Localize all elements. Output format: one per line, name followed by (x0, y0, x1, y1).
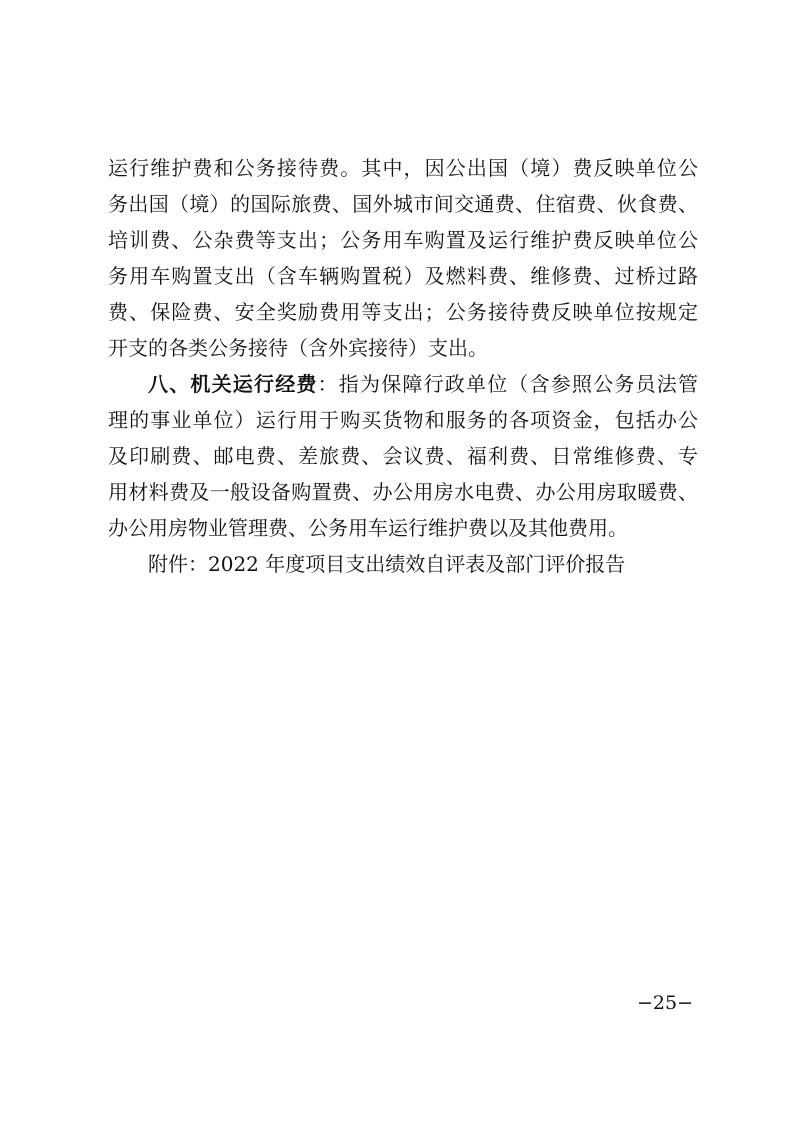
definition-term: 八、机关运行经费 (148, 372, 318, 396)
paragraph-line: 开支的各类公务接待（含外宾接待）支出。 (108, 336, 488, 360)
page-number: −25− (636, 992, 693, 1014)
paragraph-line: 费、保险费、安全奖励费用等支出；公务接待费反映单位按规定 (108, 300, 698, 324)
attachment-line: 附件：2022 年度项目支出绩效自评表及部门评价报告 (148, 552, 626, 576)
paragraph-line: 理的事业单位）运行用于购买货物和服务的各项资金，包括办公 (108, 408, 698, 432)
paragraph-line: 务用车购置支出（含车辆购置税）及燃料费、维修费、过桥过路 (108, 264, 698, 288)
paragraph-line: 办公用房物业管理费、公务用车运行维护费以及其他费用。 (108, 516, 628, 540)
paragraph-line: 运行维护费和公务接待费。其中，因公出国（境）费反映单位公 (108, 156, 698, 180)
body-text (108, 150, 698, 582)
paragraph-line: 及印刷费、邮电费、差旅费、会议费、福利费、日常维修费、专 (108, 444, 698, 468)
definition-first-line (108, 366, 698, 402)
paragraph-line: 培训费、公杂费等支出；公务用车购置及运行维护费反映单位公 (108, 228, 698, 252)
paragraph-line: 用材料费及一般设备购置费、办公用房水电费、办公用房取暖费、 (108, 480, 698, 504)
paragraph-line: 务出国（境）的国际旅费、国外城市间交通费、住宿费、伙食费、 (108, 192, 698, 216)
definition-text: ：指为保障行政单位（含参照公务员法管 (317, 372, 698, 396)
